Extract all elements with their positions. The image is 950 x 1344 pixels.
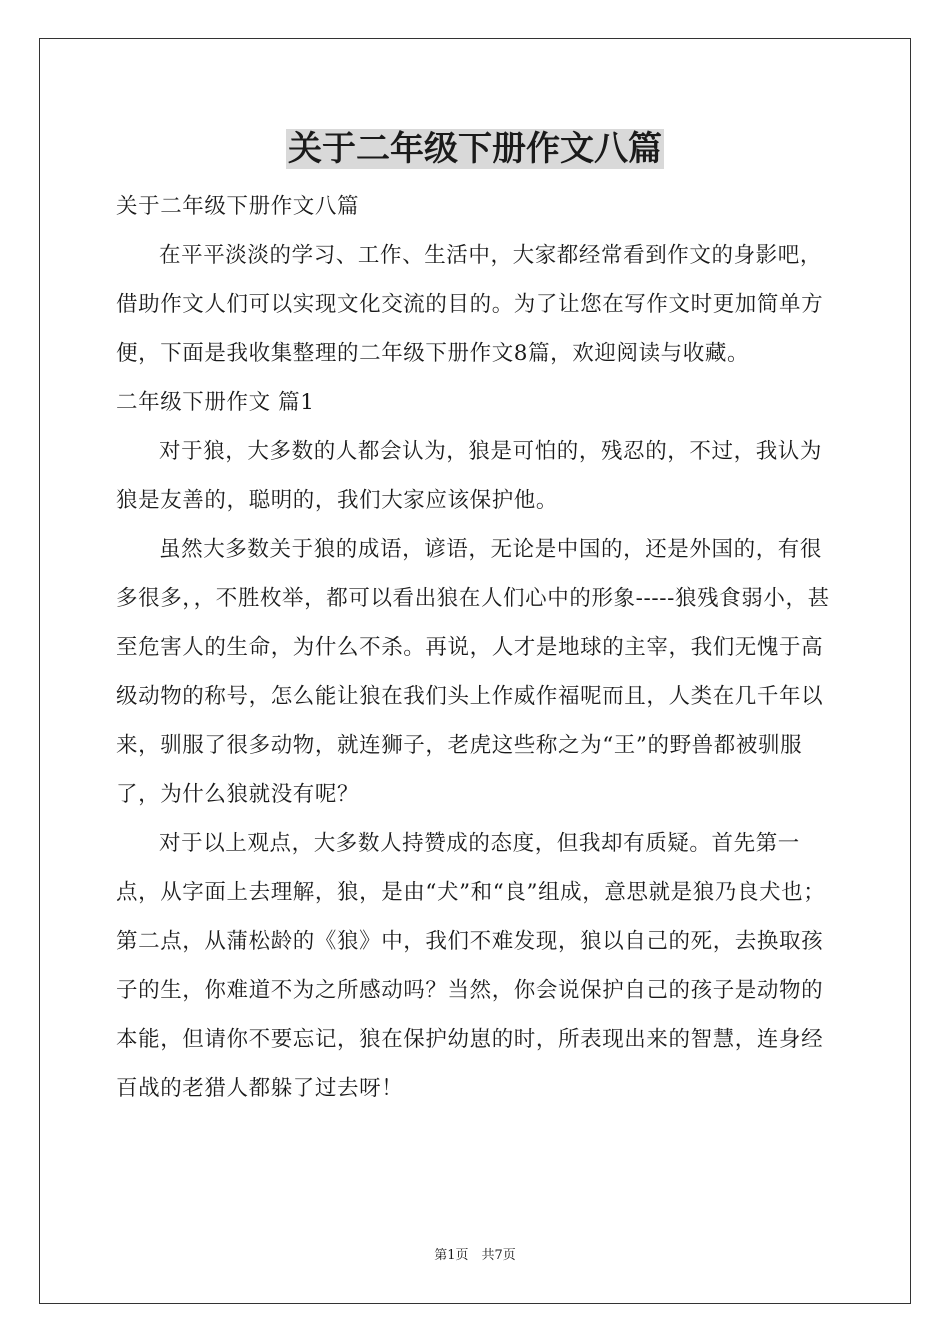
document-subtitle: 关于二年级下册作文八篇 (116, 194, 360, 219)
body-paragraph-3: 对于以上观点，大多数人持赞成的态度，但我却有质疑。首先第一点，从字面上去理解，狼，是由“犬”和“良”组成，意思就是狼乃良犬也；第二点，从蒲松龄的《狼》中，我们不难发现，狼以自己的死，去换取孩子的生，你难道不为之所感动吗？当然，你会说保护自己的孩子是动物的本能，但请你不要忘记，狼在保护幼崽的时，所表现出来的智慧，连身经百战的老猎人都躲了过去呀！ (116, 831, 826, 1101)
document-body (116, 182, 836, 1113)
intro-paragraph: 在平平淡淡的学习、工作、生活中，大家都经常看到作文的身影吧，借助作文人们可以实现文化交流的目的。为了让您在写作文时更加简单方便，下面是我收集整理的二年级下册作文8篇，欢迎阅读与收藏。 (116, 243, 824, 366)
body-paragraph-2: 虽然大多数关于狼的成语，谚语，无论是中国的，还是外国的，有很多很多，，不胜枚举，都可以看出狼在人们心中的形象-----狼残食弱小，甚至危害人的生命，为什么不杀。再说，人才是地球的主宰，我们无愧于高级动物的称号，怎么能让狼在我们头上作威作福呢而且，人类在几千年以来，驯服了很多动物，就连狮子，老虎这些称之为“王”的野兽都被驯服了，为什么狼就没有呢？ (116, 537, 830, 807)
section-heading: 二年级下册作文 篇1 (116, 390, 315, 415)
document-title (0, 126, 950, 172)
page-number: 第1页 共7页 (434, 1248, 516, 1263)
document-title-text: 关于二年级下册作文八篇 (288, 129, 662, 169)
page-footer (0, 1247, 950, 1265)
body-paragraph-1: 对于狼，大多数的人都会认为，狼是可怕的，残忍的，不过，我认为狼是友善的，聪明的，我们大家应该保护他。 (116, 439, 823, 513)
